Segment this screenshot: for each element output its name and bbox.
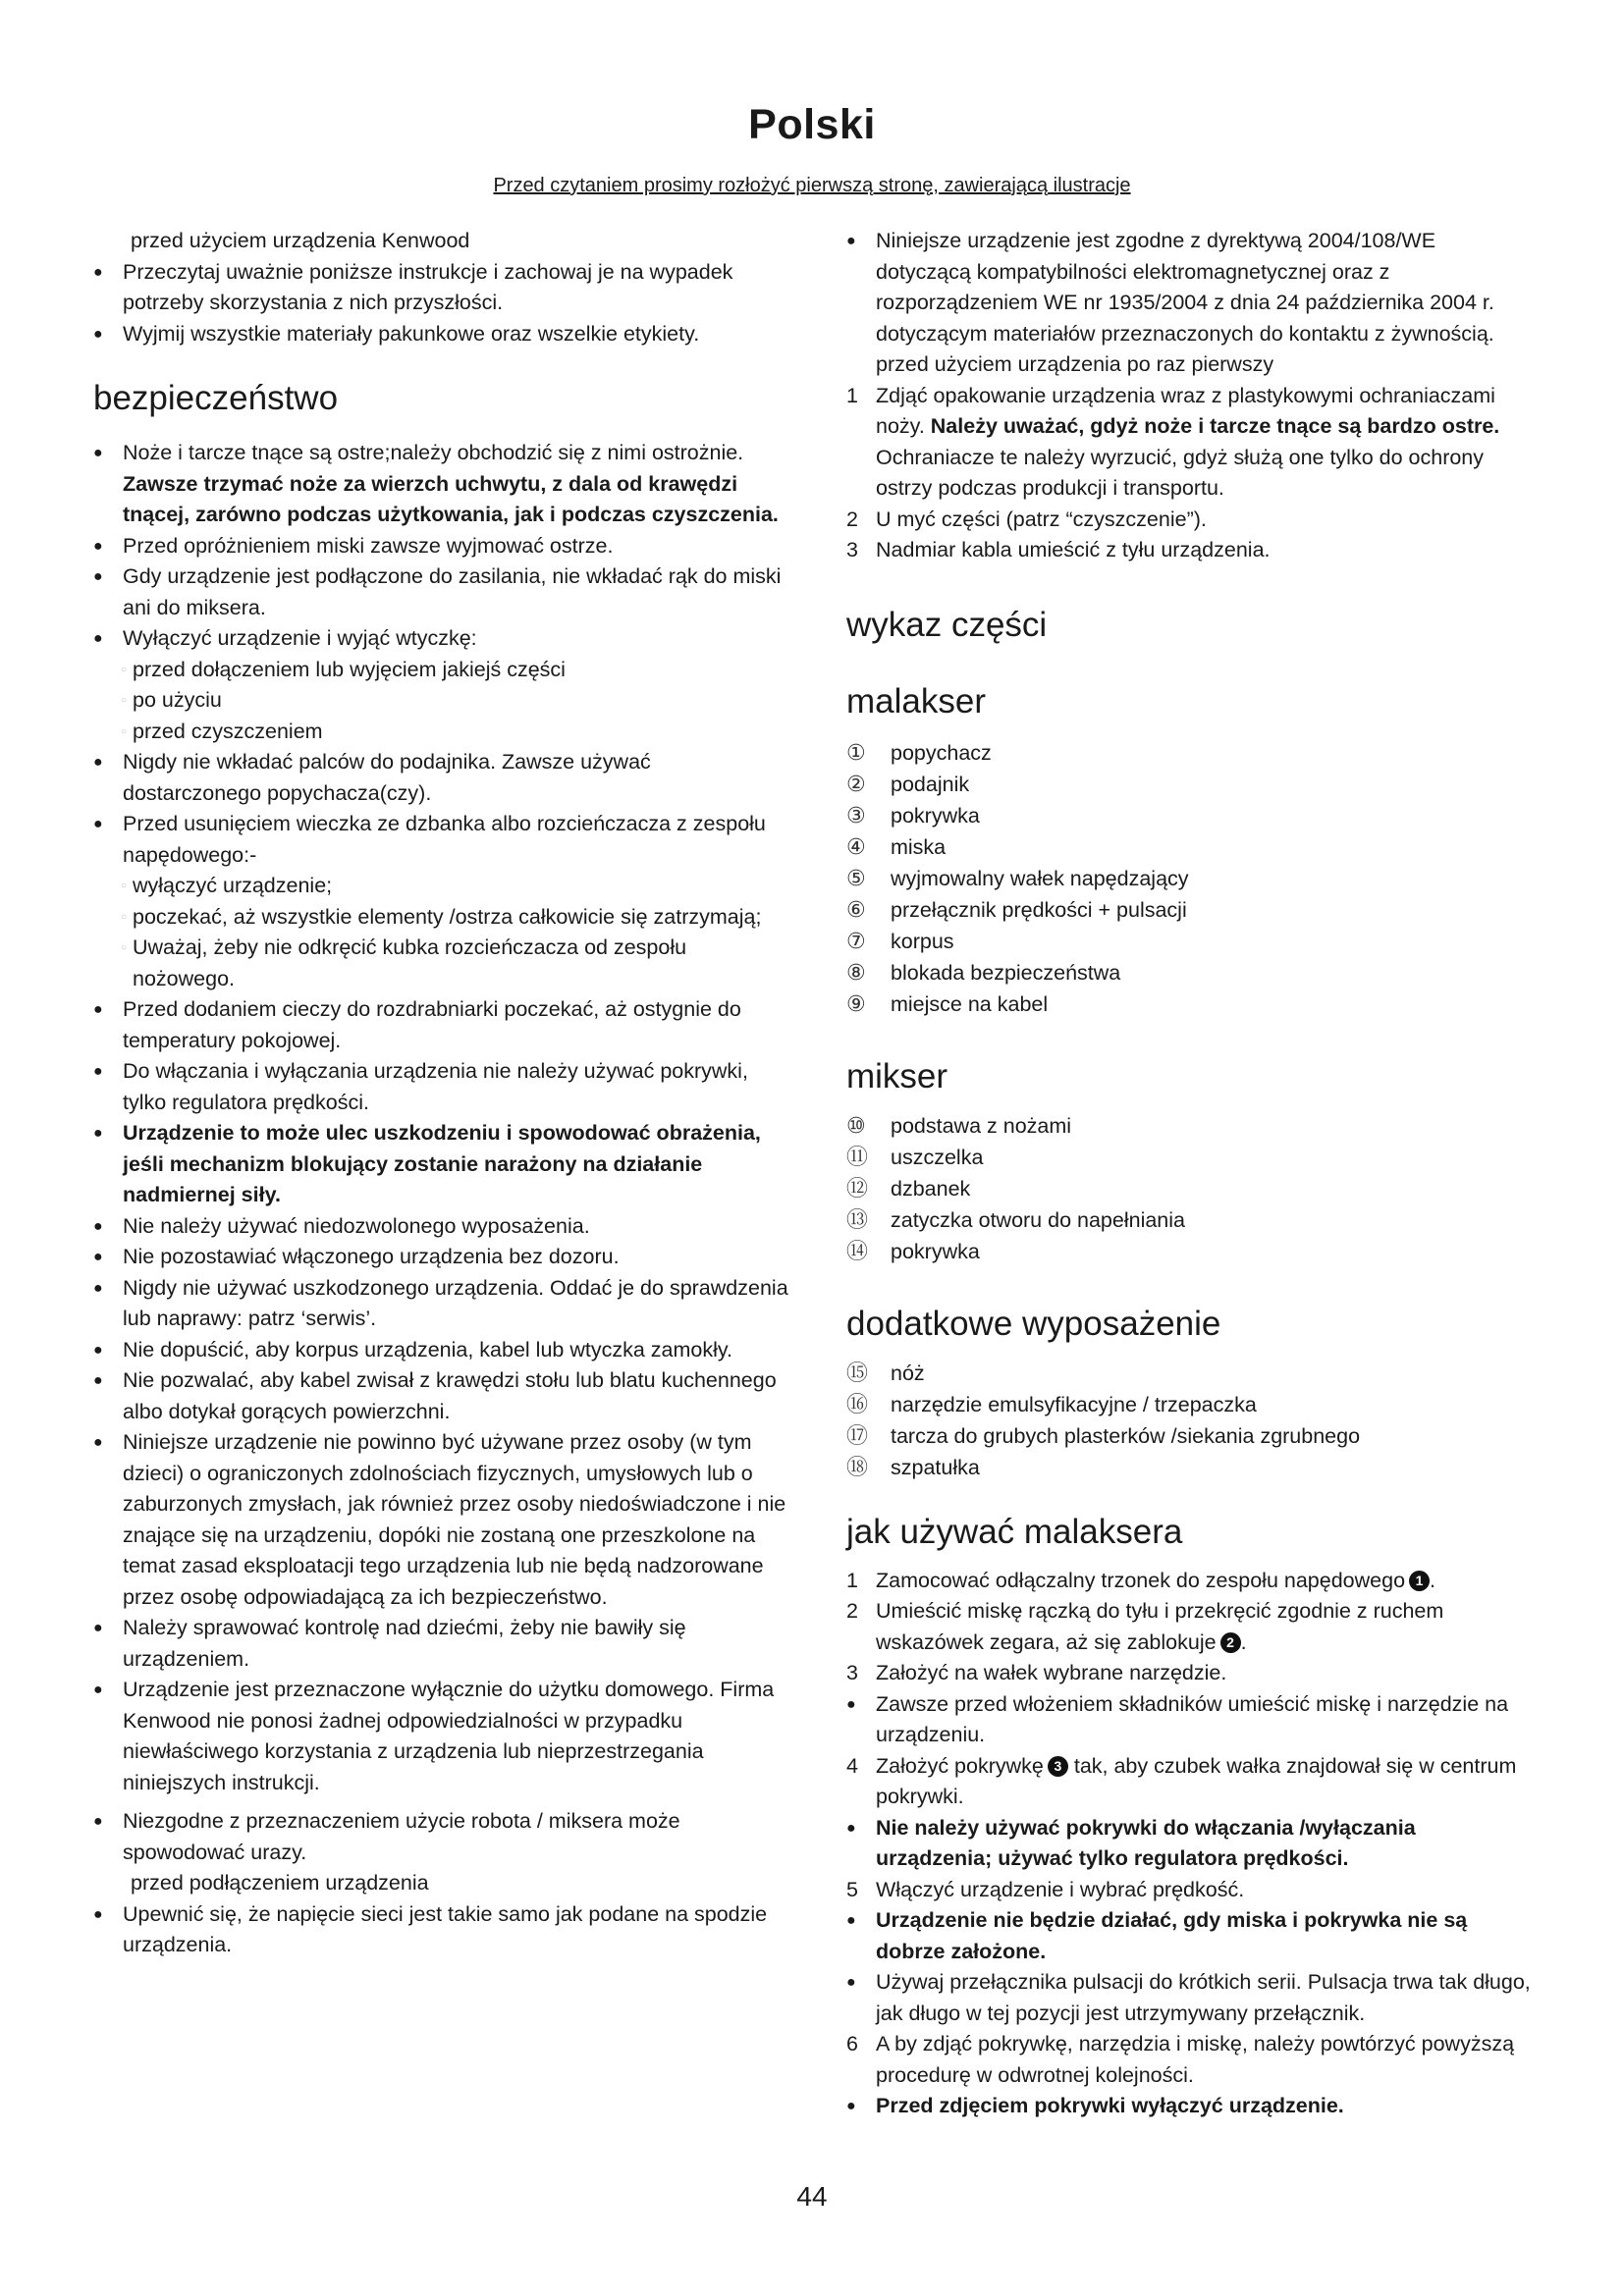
- part-item: [846, 1452, 1534, 1483]
- usage-steps: [846, 1875, 1534, 1906]
- list-item: ● Urządzenie nie będzie działać, gdy miska i pokrywka nie są dobrze założone.: [846, 1905, 1534, 1967]
- step-number: 3: [846, 1661, 858, 1684]
- step-text: Nadmiar kabla umieścić z tyłu urządzenia.: [876, 538, 1271, 561]
- step-number: 1: [846, 383, 858, 407]
- step-item: 2 Umieścić miskę rączką do tyłu i przekręcić zgodnie z ruchem wskazówek zegara, aż się zablokuje 2 .: [846, 1596, 1534, 1658]
- part-item: [846, 926, 1534, 957]
- step-text: Zdjąć opakowanie urządzenia wraz z plastykowymi ochraniaczami noży.: [876, 383, 1495, 438]
- part-number: ⑨: [846, 990, 866, 1016]
- part-number: ①: [846, 739, 866, 765]
- connect-list: [93, 1899, 790, 1961]
- part-label: uszczelka: [891, 1145, 984, 1169]
- sub-list: [123, 655, 790, 748]
- figure-ref-badge: 1: [1409, 1571, 1430, 1591]
- part-item: [846, 1110, 1534, 1142]
- parts-heading: wykaz części: [846, 605, 1048, 644]
- part-item: [846, 1420, 1534, 1452]
- usage-note: [846, 1813, 1534, 1875]
- part-item: [846, 1173, 1534, 1204]
- step-number: 3: [846, 538, 858, 561]
- list-item: ● Nie należy używać pokrywki do włączania /wyłączania urządzenia; używać tylko regulatora prędkości.: [846, 1813, 1534, 1875]
- step-text: A by zdjąć pokrywkę, narzędzia i miskę, należy powtórzyć powyższą procedurę w odwrotnej kolejności.: [876, 2032, 1515, 2087]
- page-title: Polski: [748, 101, 876, 148]
- list-item: ● Nigdy nie wkładać palców do podajnika. Zawsze używać dostarczonego popychacza(czy).: [93, 747, 790, 809]
- usage-steps: [846, 1751, 1534, 1813]
- figure-ref-badge: 2: [1220, 1632, 1241, 1653]
- safety-text: Przed usunięciem wieczka ze dzbanka albo rozcieńczacza z zespołu napędowego:-: [123, 812, 766, 867]
- first-use-steps: [846, 381, 1534, 566]
- step-item: [846, 2029, 1534, 2091]
- connect-heading: przed podłączeniem urządzenia: [131, 1871, 429, 1895]
- safety-heading: bezpieczeństwo: [93, 379, 339, 417]
- first-use-heading: przed użyciem urządzenia po raz pierwszy: [876, 352, 1274, 376]
- before-use-list: [93, 257, 790, 350]
- part-label: podstawa z nożami: [891, 1113, 1072, 1138]
- part-item: [846, 1142, 1534, 1173]
- list-item: ● Używaj przełącznika pulsacji do krótkich serii. Pulsacja trwa tak długo, jak długo w tej pozycji jest utrzymywany przełącznik.: [846, 1967, 1534, 2029]
- step-text: Umieścić miskę rączką do tyłu i przekręcić zgodnie z ruchem wskazówek zegara, aż się zablokuje: [876, 1599, 1444, 1654]
- part-item: [846, 737, 1534, 769]
- part-item: [846, 1358, 1534, 1389]
- step-number: 4: [846, 1753, 858, 1778]
- step-warning: Należy uważać, gdyż noże i tarcze tnące są bardzo ostre.: [930, 414, 1500, 438]
- list-item: ● Nie dopuścić, aby korpus urządzenia, kabel lub wtyczka zamokły.: [93, 1335, 790, 1366]
- part-number: ⑰: [846, 1422, 869, 1448]
- list-item: ● Do włączania i wyłączania urządzenia nie należy używać pokrywki, tylko regulatora prędkości.: [93, 1056, 790, 1118]
- sub-item: ○ przed dołączeniem lub wyjęciem jakiejś części: [123, 655, 790, 686]
- list-item: [93, 623, 790, 747]
- sub-item: ○ wyłączyć urządzenie;: [123, 871, 790, 902]
- part-number: ⑦: [846, 928, 866, 953]
- processor-parts-list: [846, 737, 1534, 1020]
- part-item: [846, 831, 1534, 863]
- part-label: dzbanek: [891, 1176, 971, 1201]
- part-number: ⑬: [846, 1206, 869, 1232]
- list-item: ● Przed zdjęciem pokrywki wyłączyć urządzenie.: [846, 2091, 1534, 2122]
- processor-heading: malakser: [846, 681, 986, 721]
- step-item: 1 Zamocować odłączalny trzonek do zespołu napędowego 1 .: [846, 1566, 1534, 1597]
- step-item: [846, 1875, 1534, 1906]
- usage-note: [846, 2091, 1534, 2122]
- list-item: ● Nie pozostawiać włączonego urządzenia bez dozoru.: [93, 1242, 790, 1273]
- part-number: ⑩: [846, 1112, 866, 1138]
- safety-text: Wyłączyć urządzenie i wyjąć wtyczkę:: [123, 626, 477, 650]
- step-item: [846, 1751, 1534, 1813]
- page-subtitle: Przed czytaniem prosimy rozłożyć pierwszą stronę, zawierającą ilustracje: [493, 175, 1131, 196]
- step-text: Założyć pokrywkę: [876, 1753, 1044, 1778]
- part-number: ⑭: [846, 1238, 869, 1263]
- sub-list: [123, 871, 790, 994]
- list-item: ● Przeczytaj uważnie poniższe instrukcje i zachowaj je na wypadek potrzeby skorzystania z nich przyszłości.: [93, 257, 790, 319]
- right-column: [846, 226, 1534, 2122]
- left-column: [93, 226, 790, 1961]
- list-item: ● Nie pozwalać, aby kabel zwisał z krawędzi stołu lub blatu kuchennego albo dotykał gorących powierzchni.: [93, 1365, 790, 1427]
- step-number: 2: [846, 1599, 858, 1623]
- part-label: korpus: [891, 929, 954, 953]
- step-item: [846, 381, 1534, 505]
- step-number: 1: [846, 1568, 858, 1592]
- safety-text: Noże i tarcze tnące są ostre;należy obchodzić się z nimi ostrożnie.: [123, 441, 744, 464]
- sub-item: ○ przed czyszczeniem: [123, 717, 790, 748]
- part-label: miska: [891, 834, 947, 859]
- usage-steps: [846, 1566, 1534, 1689]
- usage-note: [846, 1905, 1534, 2029]
- part-label: narzędzie emulsyfikacyjne / trzepaczka: [891, 1392, 1257, 1416]
- figure-ref-badge: 3: [1048, 1756, 1068, 1777]
- part-number: ⑯: [846, 1391, 869, 1416]
- usage-note: [846, 1689, 1534, 1751]
- part-item: [846, 800, 1534, 831]
- step-text: Założyć na wałek wybrane narzędzie.: [876, 1661, 1227, 1684]
- list-item: ● Niniejsze urządzenie jest zgodne z dyrektywą 2004/108/WE dotyczącą kompatybilności elektromagnetycznej oraz z rozporządzeniem WE nr 1935/2004 z dnia 24 października 2004 r. dotyczącym materiałów przeznaczonych do kontaktu z żywnością.: [846, 226, 1534, 349]
- part-label: miejsce na kabel: [891, 991, 1049, 1016]
- part-label: pokrywka: [891, 803, 980, 828]
- usage-heading: jak używać malaksera: [846, 1512, 1183, 1551]
- directive-list: [846, 226, 1534, 349]
- list-item: ● Urządzenie jest przeznaczone wyłącznie do użytku domowego. Firma Kenwood nie ponosi żadnej odpowiedzialności w przypadku niewłaściwego korzystania z urządzenia lub nieprzestrzegania niniejszych instrukcji.: [93, 1675, 790, 1798]
- part-label: popychacz: [891, 740, 992, 765]
- list-item: ● Przed opróżnieniem miski zawsze wyjmować ostrze.: [93, 531, 790, 562]
- part-number: ⑫: [846, 1175, 869, 1201]
- list-item: ● Należy sprawować kontrolę nad dziećmi, żeby nie bawiły się urządzeniem.: [93, 1613, 790, 1675]
- part-label: przełącznik prędkości + pulsacji: [891, 897, 1187, 922]
- part-number: ②: [846, 771, 866, 796]
- part-number: ⑱: [846, 1454, 869, 1479]
- step-number: 6: [846, 2032, 858, 2056]
- page-number: 44: [796, 2181, 828, 2212]
- part-label: zatyczka otworu do napełniania: [891, 1207, 1185, 1232]
- part-label: wyjmowalny wałek napędzający: [891, 866, 1189, 890]
- part-label: szpatułka: [891, 1455, 980, 1479]
- step-item: [846, 535, 1534, 566]
- usage-steps: [846, 2029, 1534, 2091]
- step-text: Ochraniacze te należy wyrzucić, gdyż służą one tylko do ochrony ostrzy podczas produkcji i transportu.: [876, 445, 1485, 500]
- list-item: ● Nigdy nie używać uszkodzonego urządzenia. Oddać je do sprawdzenia lub naprawy: patrz ‘serwis’.: [93, 1273, 790, 1335]
- part-label: podajnik: [891, 772, 970, 796]
- sub-item: ○ poczekać, aż wszystkie elementy /ostrza całkowicie się zatrzymają;: [123, 902, 790, 934]
- blender-parts-list: [846, 1110, 1534, 1267]
- list-item: ● Gdy urządzenie jest podłączone do zasilania, nie wkładać rąk do miski ani do miksera.: [93, 561, 790, 623]
- sub-item: ○ Uważaj, żeby nie odkręcić kubka rozcieńczacza od zespołu nożowego.: [123, 933, 790, 994]
- part-item: [846, 1389, 1534, 1420]
- list-item: ● Urządzenie to może ulec uszkodzeniu i spowodować obrażenia, jeśli mechanizm blokujący zostanie narażony na działanie nadmiernej siły.: [93, 1118, 790, 1211]
- part-item: [846, 1236, 1534, 1267]
- safety-list: [93, 438, 790, 1868]
- safety-warning: Zawsze trzymać noże za wierzch uchwytu, z dala od krawędzi tnącej, zarówno podczas użytkowania, jak i podczas czyszczenia.: [123, 471, 779, 526]
- list-item: ● Przed dodaniem cieczy do rozdrabniarki poczekać, aż ostygnie do temperatury pokojowej.: [93, 994, 790, 1056]
- step-number: 2: [846, 507, 858, 531]
- list-item: ● Niezgodne z przeznaczeniem użycie robota / miksera może spowodować urazy.: [93, 1806, 790, 1868]
- step-text: U myć części (patrz “czyszczenie”).: [876, 507, 1207, 531]
- part-number: ④: [846, 833, 866, 859]
- part-number: ⑮: [846, 1360, 869, 1385]
- step-item: [846, 505, 1534, 536]
- part-number: ⑥: [846, 896, 866, 922]
- step-text: Włączyć urządzenie i wybrać prędkość.: [876, 1877, 1245, 1901]
- list-item: ● Niniejsze urządzenie nie powinno być używane przez osoby (w tym dzieci) o ograniczonych zdolnościach fizycznych, umysłowych lub o zaburzonych zmysłach, jak również przez osoby niedoświadczone i nie znające się na urządzeniu, dopóki nie zostaną one przeszkolone na temat zasad eksploatacji tego urządzenia lub nie będą nadzorowane przez osobę odpowiadającą za ich bezpieczeństwo.: [93, 1427, 790, 1613]
- part-number: ⑧: [846, 959, 866, 985]
- part-item: [846, 957, 1534, 988]
- part-item: [846, 863, 1534, 894]
- part-item: [846, 894, 1534, 926]
- sub-item: ○ po użyciu: [123, 685, 790, 717]
- part-number: ③: [846, 802, 866, 828]
- list-item: ● Wyjmij wszystkie materiały pakunkowe oraz wszelkie etykiety.: [93, 319, 790, 350]
- part-label: pokrywka: [891, 1239, 980, 1263]
- step-text: Zamocować odłączalny trzonek do zespołu napędowego: [876, 1568, 1406, 1592]
- list-item: ● Zawsze przed włożeniem składników umieścić miskę i narzędzie na urządzeniu.: [846, 1689, 1534, 1751]
- part-item: [846, 769, 1534, 800]
- step-number: 5: [846, 1877, 858, 1901]
- part-label: blokada bezpieczeństwa: [891, 960, 1121, 985]
- before-use-heading: przed użyciem urządzenia Kenwood: [131, 229, 470, 252]
- part-label: nóż: [891, 1361, 925, 1385]
- list-item: ● Nie należy używać niedozwolonego wyposażenia.: [93, 1211, 790, 1243]
- part-label: tarcza do grubych plasterków /siekania zgrubnego: [891, 1423, 1361, 1448]
- part-number: ⑤: [846, 865, 866, 890]
- list-item: [93, 809, 790, 994]
- step-item: [846, 1658, 1534, 1689]
- part-item: [846, 1204, 1534, 1236]
- part-item: [846, 988, 1534, 1020]
- accessories-list: [846, 1358, 1534, 1483]
- blender-heading: mikser: [846, 1056, 948, 1095]
- step-text: tak, aby czubek wałka znajdował się w centrum pokrywki.: [876, 1753, 1517, 1808]
- accessories-heading: dodatkowe wyposażenie: [846, 1304, 1221, 1343]
- list-item: ● Upewnić się, że napięcie sieci jest takie samo jak podane na spodzie urządzenia.: [93, 1899, 790, 1961]
- part-number: ⑪: [846, 1144, 869, 1169]
- list-item: [93, 438, 790, 531]
